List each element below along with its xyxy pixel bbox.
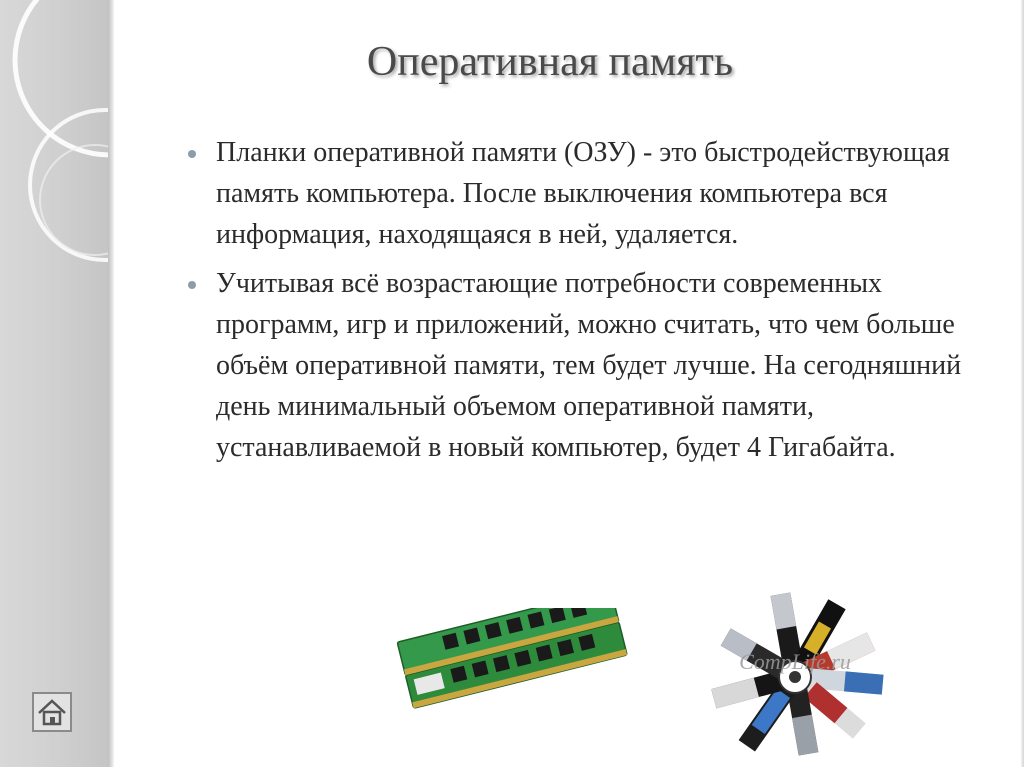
bullet-marker xyxy=(188,150,196,158)
decorative-sidebar xyxy=(0,0,112,767)
bullet-item xyxy=(188,263,988,468)
bullet-text: Планки оперативной памяти (ОЗУ) - это быстродействующая память компьютера. После выключения компьютера вся информация, находящаяся в ней, удаляется. xyxy=(216,137,950,250)
bullet-text: Учитывая всё возрастающие потребности современных программ, игр и приложений, можно считать, что чем больше объём оперативной памяти, тем будет лучше. На сегодняшний день минимальный объемом оперативной памяти, устанавливаемой в новый компьютер, будет 4 Гигабайта. xyxy=(216,268,962,463)
bullet-item xyxy=(188,132,988,255)
bullet-list xyxy=(188,132,988,476)
home-icon xyxy=(34,694,70,730)
bullet-marker xyxy=(188,281,196,289)
watermark-text: CompLife.ru xyxy=(739,649,851,674)
ram-modules-fan-icon xyxy=(690,585,900,760)
slide-title: Оперативная память xyxy=(366,39,734,85)
ram-modules-green-icon xyxy=(392,608,642,723)
home-button[interactable] xyxy=(32,692,72,732)
sidebar-circles-decoration xyxy=(0,0,112,767)
sidebar-divider xyxy=(108,0,114,767)
